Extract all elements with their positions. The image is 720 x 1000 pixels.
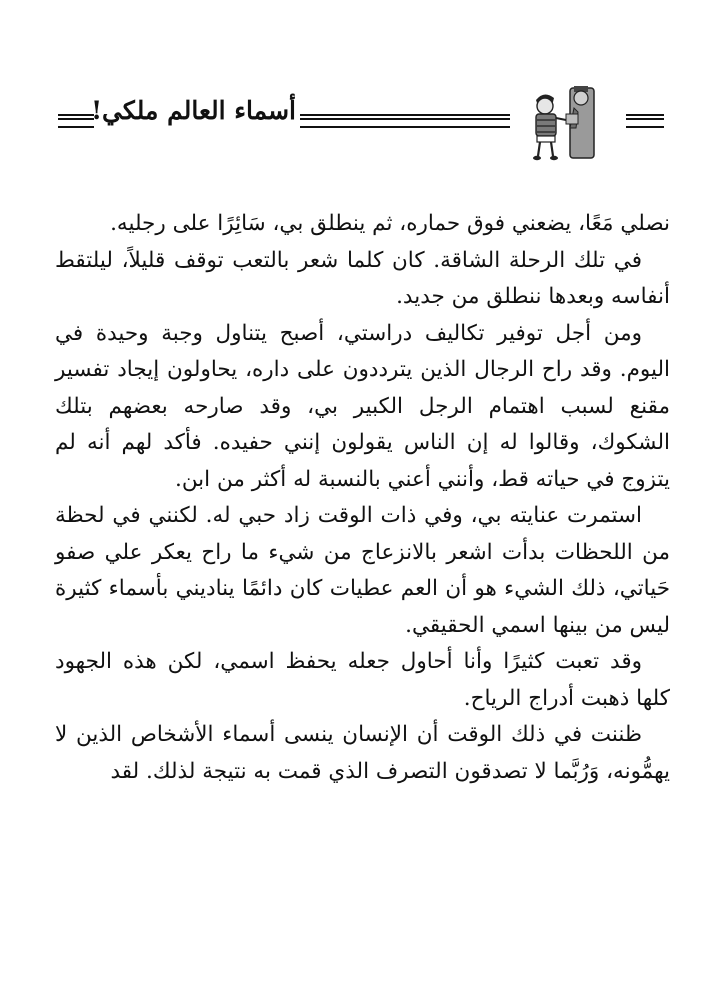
page-header — [30, 82, 690, 162]
old-man-figure — [566, 86, 594, 158]
boy-and-old-man-illustration — [526, 84, 602, 162]
paragraph: ظننت في ذلك الوقت أن الإنسان ينسى أسماء الأشخاص الذين لا يهمُّونه، وَرُبَّما لا تصدقون التصرف الذي قمت به نتيجة لذلك. لقد — [55, 722, 670, 784]
decorative-rule-left — [58, 114, 94, 128]
decorative-rule-middle — [300, 114, 510, 128]
paragraph: في تلك الرحلة الشاقة. كان كلما شعر بالتعب توقف قليلاً، ليلتقط أنفاسه وبعدها ننطلق من جديد. — [55, 247, 670, 309]
decorative-rule-right — [626, 114, 664, 128]
paragraph: نصلي مَعًا، يضعني فوق حماره، ثم ينطلق بي، سَائِرًا على رجليه. — [110, 211, 670, 236]
body-text — [55, 206, 670, 790]
paragraph: وقد تعبت كثيرًا وأنا أحاول جعله يحفظ اسمي، لكن هذه الجهود كلها ذهبت أدراج الرياح. — [55, 649, 670, 711]
paragraph: استمرت عنايته بي، وفي ذات الوقت زاد حبي له. لكنني في لحظة من اللحظات بدأت اشعر بالانزعاج من شيء ما راح يعكر علي صفو حَياتي، ذلك الشيء هو أن العم عطيات كان دائمًا يناديني بأسماء كثيرة ليس من بينها اسمي الحقيقي. — [55, 503, 670, 638]
boy-figure — [533, 94, 566, 160]
chapter-title: أسماء العالم ملكي! — [91, 96, 296, 125]
paragraph: ومن أجل توفير تكاليف دراستي، أصبح يتناول وجبة وحيدة في اليوم. وقد راح الرجال الذين يترددون على داره، يحاولون إيجاد تفسير مقنع لسبب اهتمام الرجل الكبير بي، وقد صارحه بعضهم بتلك الشكوك، وقالوا له إن الناس يقولون إنني حفيده. فأكد لهم أنه لم يتزوج في حياته قط، وأنني أعني بالنسبة له أكثر من ابن. — [55, 320, 670, 492]
